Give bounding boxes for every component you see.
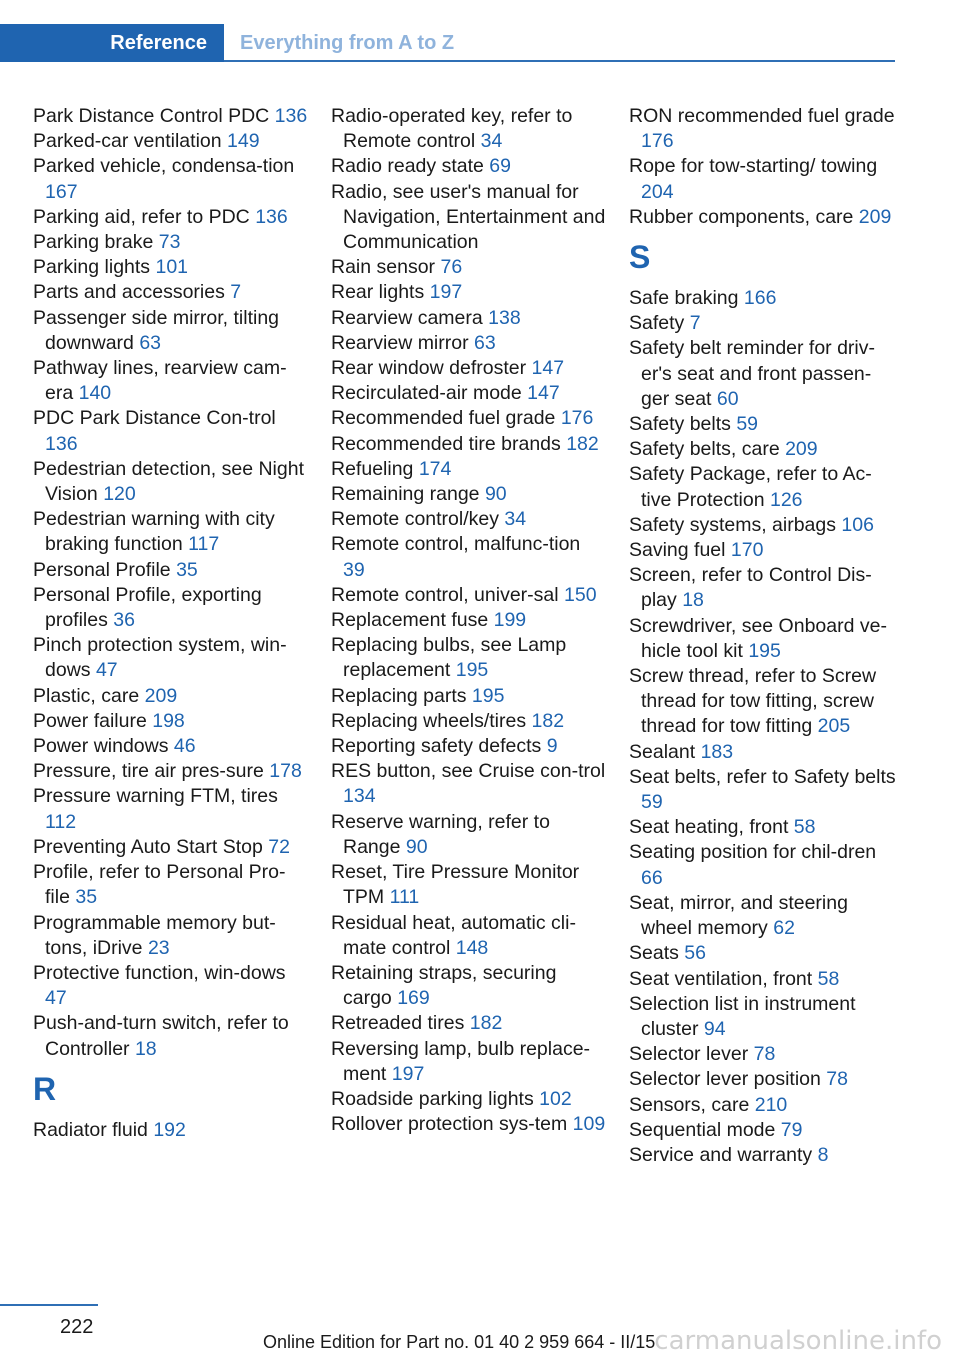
index-entry	[629, 286, 899, 311]
index-entry	[33, 633, 308, 683]
index-term: Preventing Auto Start Stop	[33, 835, 269, 858]
page-reference-link[interactable]: 195	[471, 684, 505, 707]
page-reference-link[interactable]: 72	[268, 835, 290, 858]
index-entry	[629, 205, 899, 230]
footer-divider	[0, 1304, 98, 1306]
index-term: Seat belts, refer to Safety belts	[629, 765, 896, 788]
index-entry	[33, 734, 308, 759]
index-entry	[629, 1143, 899, 1168]
index-term: RON recommended fuel grade	[629, 105, 895, 127]
page-reference-link[interactable]: 56	[684, 942, 706, 965]
index-entry	[629, 311, 899, 336]
index-term: Passenger side mirror, tilting downward	[33, 306, 280, 354]
index-entry	[33, 1011, 308, 1061]
index-term: Rollover protection sys-tem	[331, 1113, 573, 1136]
index-term: Rearview mirror	[331, 331, 475, 354]
index-entry	[331, 583, 606, 608]
page-reference-link[interactable]: 47	[45, 987, 67, 1010]
page-reference-link[interactable]: 176	[641, 130, 674, 153]
page-reference-link[interactable]: 62	[773, 917, 795, 940]
index-entry	[33, 759, 308, 784]
index-term: Radio-operated key, refer to Remote control	[331, 105, 573, 153]
index-term: Remote control, univer-sal	[331, 583, 565, 606]
index-entry	[629, 992, 899, 1042]
index-entry	[629, 563, 899, 613]
index-entry	[331, 759, 606, 809]
page-reference-link[interactable]: 136	[274, 105, 308, 127]
index-entry	[331, 1087, 606, 1112]
index-entry	[33, 911, 308, 961]
index-entry	[629, 1118, 899, 1143]
page-reference-link[interactable]: 209	[858, 205, 892, 228]
index-entry	[331, 961, 606, 1011]
index-entry	[331, 911, 606, 961]
index-term: Seats	[629, 942, 685, 965]
page-reference-link[interactable]: 36	[113, 609, 135, 632]
index-entry	[629, 538, 899, 563]
index-term: Protective function, win-dows	[33, 961, 286, 984]
index-entry	[33, 104, 308, 129]
index-entry	[33, 205, 308, 230]
index-entry	[629, 840, 899, 890]
index-term: Reset, Tire Pressure Monitor TPM	[331, 861, 580, 909]
index-term: Remaining range	[331, 483, 485, 506]
page-reference-link[interactable]: 35	[75, 886, 98, 909]
page-reference-link[interactable]: 59	[736, 413, 759, 436]
index-entry	[331, 684, 606, 709]
index-term: Retaining straps, securing cargo	[331, 961, 557, 1010]
index-term: Pressure warning FTM, tires	[33, 785, 278, 808]
page-reference-link[interactable]: 195	[748, 639, 781, 662]
index-term: Selection list in instrument cluster	[629, 992, 856, 1040]
index-entry	[331, 734, 606, 759]
page-reference-link[interactable]: 7	[689, 312, 701, 335]
edition-note: Online Edition for Part no. 01 40 2 959 664 - II/15	[263, 1332, 656, 1352]
page-reference-link[interactable]: 79	[780, 1118, 803, 1141]
index-term: Personal Profile, exporting profiles	[33, 583, 262, 632]
page-reference-link[interactable]: 58	[793, 816, 816, 839]
index-entry	[33, 230, 308, 255]
page-reference-link[interactable]: 7	[230, 281, 242, 304]
page-reference-link[interactable]: 101	[155, 256, 189, 279]
index-term: Rubber components, care	[629, 205, 859, 228]
page-reference-link[interactable]: 18	[682, 589, 704, 612]
index-term: Seat heating, front	[629, 816, 794, 839]
index-term: Replacement fuse	[331, 609, 494, 632]
index-term: Replacing wheels/tires	[331, 709, 532, 732]
subsection-title: Everything from A to Z	[240, 31, 455, 54]
index-term: RES button, see Cruise con-trol	[331, 760, 606, 783]
index-term: Power windows	[33, 735, 174, 758]
page-reference-link[interactable]: 197	[429, 281, 463, 304]
index-entry	[33, 306, 308, 356]
page-reference-link[interactable]: 167	[45, 180, 78, 203]
page-reference-link[interactable]: 148	[455, 936, 489, 959]
index-letter-heading: R	[33, 1070, 57, 1107]
page-reference-link[interactable]: 39	[343, 558, 365, 581]
index-entry	[331, 154, 606, 179]
index-entry	[331, 280, 606, 305]
index-term: Safety systems, airbags	[629, 513, 842, 536]
page-reference-link[interactable]: 209	[144, 684, 178, 707]
page-reference-link[interactable]: 66	[641, 866, 663, 889]
page-reference-link[interactable]: 205	[817, 715, 851, 738]
page-reference-link[interactable]: 112	[45, 810, 77, 833]
index-entry	[629, 1067, 899, 1092]
index-term: Screwdriver, see Onboard ve-hicle tool kit	[629, 614, 887, 662]
index-column-1	[33, 104, 308, 1143]
index-term: Rear lights	[331, 281, 430, 304]
index-term: Screen, refer to Control Dis-play	[629, 564, 872, 612]
index-entry	[331, 860, 606, 910]
index-term: Parking aid, refer to PDC	[33, 205, 256, 228]
index-term: Parked-car ventilation	[33, 130, 228, 153]
index-term: Reserve warning, refer to Range	[331, 810, 550, 858]
page-reference-link[interactable]: 209	[785, 438, 818, 461]
page-reference-link[interactable]: 182	[531, 709, 565, 732]
index-entry	[331, 381, 606, 406]
index-entry	[629, 664, 899, 740]
index-entry	[331, 1037, 606, 1087]
index-term: Parked vehicle, condensa-tion	[33, 155, 295, 178]
index-entry	[331, 457, 606, 482]
index-entry	[629, 462, 899, 512]
page-reference-link[interactable]: 18	[134, 1037, 157, 1060]
index-entry	[33, 1118, 308, 1143]
page-reference-link[interactable]: 192	[153, 1118, 186, 1141]
page-reference-link[interactable]: 126	[769, 488, 803, 511]
index-term: Recirculated-air mode	[331, 382, 528, 405]
index-entry	[331, 406, 606, 431]
index-term: Retreaded tires	[331, 1012, 470, 1035]
index-entry	[33, 507, 308, 557]
index-entry	[331, 810, 606, 860]
index-entry	[629, 513, 899, 538]
page-reference-link[interactable]: 69	[489, 155, 511, 178]
index-term: Profile, refer to Personal Pro-file	[33, 861, 286, 909]
index-entry	[33, 583, 308, 633]
page-reference-link[interactable]: 73	[158, 231, 181, 254]
page-reference-link[interactable]: 117	[188, 533, 220, 556]
index-entry	[33, 558, 308, 583]
page-reference-link[interactable]: 78	[826, 1068, 848, 1091]
index-entry	[331, 432, 606, 457]
index-term: Plastic, care	[33, 684, 145, 707]
index-entry	[331, 356, 606, 381]
page-reference-link[interactable]: 9	[546, 735, 558, 758]
index-entry	[33, 457, 308, 507]
page-reference-link[interactable]: 76	[440, 256, 463, 279]
index-term: Pedestrian detection, see Night Vision	[33, 457, 305, 506]
page-reference-link[interactable]: 60	[716, 387, 739, 410]
index-term: Safety belts	[629, 413, 737, 436]
index-term: Rear window defroster	[331, 357, 532, 380]
page-reference-link[interactable]: 149	[227, 130, 260, 153]
index-term: Selector lever position	[629, 1068, 827, 1091]
index-term: Sequential mode	[629, 1118, 781, 1141]
index-entry	[33, 709, 308, 734]
index-term: Parts and accessories	[33, 281, 231, 304]
page-reference-link[interactable]: 63	[139, 331, 162, 354]
index-term: Pathway lines, rearview cam-era	[33, 357, 287, 405]
index-entry	[629, 765, 899, 815]
index-entry	[33, 860, 308, 910]
page-reference-link[interactable]: 138	[488, 306, 521, 329]
page-reference-link[interactable]: 136	[45, 432, 78, 455]
page-reference-link[interactable]: 198	[152, 709, 185, 732]
index-entry	[331, 1011, 606, 1036]
page-reference-link[interactable]: 23	[147, 936, 170, 959]
page-reference-link[interactable]: 195	[455, 659, 489, 682]
page-reference-link[interactable]: 199	[493, 609, 527, 632]
page-reference-link[interactable]: 182	[566, 432, 599, 455]
index-entry	[33, 835, 308, 860]
index-entry	[629, 412, 899, 437]
index-entry	[33, 255, 308, 280]
index-term: Seat, mirror, and steering wheel memory	[629, 891, 848, 940]
index-entry	[33, 154, 308, 204]
index-entry	[331, 507, 606, 532]
index-term: Radiator fluid	[33, 1118, 154, 1141]
index-column-3	[629, 104, 899, 1168]
page-header	[0, 24, 895, 62]
index-term: Pressure, tire air pres-sure	[33, 760, 270, 783]
page-reference-link[interactable]: 90	[405, 835, 428, 858]
page-reference-link[interactable]: 35	[176, 558, 198, 581]
index-entry	[629, 1042, 899, 1067]
index-entry	[629, 740, 899, 765]
index-entry	[331, 633, 606, 683]
page-reference-link[interactable]: 102	[539, 1087, 572, 1110]
index-entry	[33, 784, 308, 834]
index-term: Safety belt reminder for driv-er's seat and front passen-ger seat	[629, 337, 876, 410]
page-reference-link[interactable]: 78	[753, 1043, 776, 1066]
index-term: PDC Park Distance Con-trol	[33, 407, 276, 430]
index-entry	[331, 709, 606, 734]
index-term: Roadside parking lights	[331, 1087, 540, 1110]
page-reference-link[interactable]: 174	[418, 457, 452, 480]
page-reference-link[interactable]: 134	[343, 785, 376, 808]
index-entry	[629, 104, 899, 154]
index-term: Reporting safety defects	[331, 735, 547, 758]
index-term: Replacing bulbs, see Lamp replacement	[331, 634, 567, 682]
page-reference-link[interactable]: 34	[480, 130, 503, 153]
index-term: Seat ventilation, front	[629, 967, 818, 990]
index-entry	[331, 306, 606, 331]
index-term: Safety Package, refer to Ac-tive Protection	[629, 463, 872, 511]
index-entry	[33, 684, 308, 709]
index-term: Radio, see user's manual for Navigation, Entertainment and Communication	[331, 180, 606, 254]
index-term: Programmable memory but-tons, iDrive	[33, 911, 276, 959]
index-term: Selector lever	[629, 1043, 754, 1066]
page-reference-link[interactable]: 136	[255, 205, 288, 228]
index-letter-heading: S	[629, 239, 651, 276]
index-term: Safe braking	[629, 287, 744, 310]
index-term: Rope for tow-starting/ towing	[629, 155, 878, 178]
index-term: Recommended tire brands	[331, 432, 567, 455]
index-entry	[331, 255, 606, 280]
index-entry	[629, 941, 899, 966]
page-reference-link[interactable]: 109	[572, 1113, 606, 1136]
watermark-logo: carmanualsonline.info	[654, 1326, 942, 1356]
section-tab[interactable]: Reference	[0, 24, 224, 62]
page-reference-link[interactable]: 170	[730, 539, 764, 562]
page-reference-link[interactable]: 204	[641, 180, 674, 203]
index-term: Radio ready state	[331, 155, 490, 178]
page-reference-link[interactable]: 182	[469, 1012, 503, 1035]
index-entry	[629, 967, 899, 992]
index-term: Pedestrian warning with city braking function	[33, 508, 275, 556]
page-reference-link[interactable]: 176	[560, 407, 594, 430]
index-term: Service and warranty	[629, 1143, 818, 1166]
page-reference-link[interactable]: 197	[391, 1062, 425, 1085]
index-term: Rearview camera	[331, 306, 489, 329]
page-reference-link[interactable]: 166	[743, 287, 777, 310]
page-reference-link[interactable]: 183	[700, 740, 734, 763]
page-reference-link[interactable]: 34	[504, 508, 527, 531]
index-entry	[629, 154, 899, 204]
index-term: Parking lights	[33, 256, 156, 279]
index-term: Push-and-turn switch, refer to Controller	[33, 1012, 289, 1060]
page-reference-link[interactable]: 58	[817, 967, 840, 990]
index-entry	[33, 406, 308, 456]
page-reference-link[interactable]: 111	[389, 886, 420, 909]
index-term: Refueling	[331, 457, 419, 480]
index-entry	[33, 280, 308, 305]
index-entry	[629, 614, 899, 664]
page-reference-link[interactable]: 90	[484, 483, 507, 506]
page-reference-link[interactable]: 140	[78, 382, 112, 405]
page-reference-link[interactable]: 59	[641, 791, 663, 814]
page-reference-link[interactable]: 147	[531, 357, 565, 380]
page-reference-link[interactable]: 120	[103, 483, 136, 506]
page-reference-link[interactable]: 8	[817, 1143, 829, 1166]
page-reference-link[interactable]: 169	[397, 987, 430, 1010]
index-entry	[331, 331, 606, 356]
page-reference-link[interactable]: 94	[703, 1017, 726, 1040]
page-reference-link[interactable]: 106	[841, 513, 874, 536]
page-reference-link[interactable]: 178	[269, 760, 302, 783]
index-entry	[629, 336, 899, 412]
page-reference-link[interactable]: 210	[754, 1093, 788, 1116]
index-term: Pinch protection system, win-dows	[33, 634, 287, 682]
index-entry	[33, 129, 308, 154]
index-term: Park Distance Control PDC	[33, 105, 275, 127]
index-entry	[629, 1093, 899, 1118]
index-term: Personal Profile	[33, 558, 177, 581]
index-term: Reversing lamp, bulb replace-ment	[331, 1037, 591, 1085]
index-entry	[331, 104, 606, 154]
index-term: Sealant	[629, 740, 701, 763]
index-term: Sensors, care	[629, 1093, 755, 1116]
index-entry	[629, 891, 899, 941]
index-term: Recommended fuel grade	[331, 407, 561, 430]
page-reference-link[interactable]: 46	[173, 735, 196, 758]
index-term: Rain sensor	[331, 256, 441, 279]
index-entry	[331, 608, 606, 633]
index-term: Saving fuel	[629, 539, 731, 562]
index-term: Seating position for chil-dren	[629, 841, 877, 864]
page-reference-link[interactable]: 63	[474, 331, 496, 354]
index-column-2	[331, 104, 606, 1137]
index-term: Screw thread, refer to Screw thread for tow fitting, screw thread for tow fitting	[629, 665, 877, 738]
index-entry	[331, 482, 606, 507]
index-term: Replacing parts	[331, 684, 472, 707]
index-entry	[331, 532, 606, 582]
index-term: Safety	[629, 312, 690, 335]
page-reference-link[interactable]: 147	[527, 382, 560, 405]
index-entry	[33, 961, 308, 1011]
page-reference-link[interactable]: 47	[95, 659, 118, 682]
index-entry	[331, 1112, 606, 1137]
index-entry	[33, 356, 308, 406]
index-term: Remote control/key	[331, 508, 505, 531]
index-entry	[629, 815, 899, 840]
page-number: 222	[60, 1316, 94, 1338]
index-term: Safety belts, care	[629, 438, 786, 461]
index-term: Power failure	[33, 709, 153, 732]
page-reference-link[interactable]: 150	[564, 583, 597, 606]
index-entry	[331, 180, 606, 256]
index-entry	[629, 437, 899, 462]
index-term: Parking brake	[33, 231, 159, 254]
index-term: Residual heat, automatic cli-mate control	[331, 911, 576, 959]
index-term: Remote control, malfunc-tion	[331, 533, 581, 556]
